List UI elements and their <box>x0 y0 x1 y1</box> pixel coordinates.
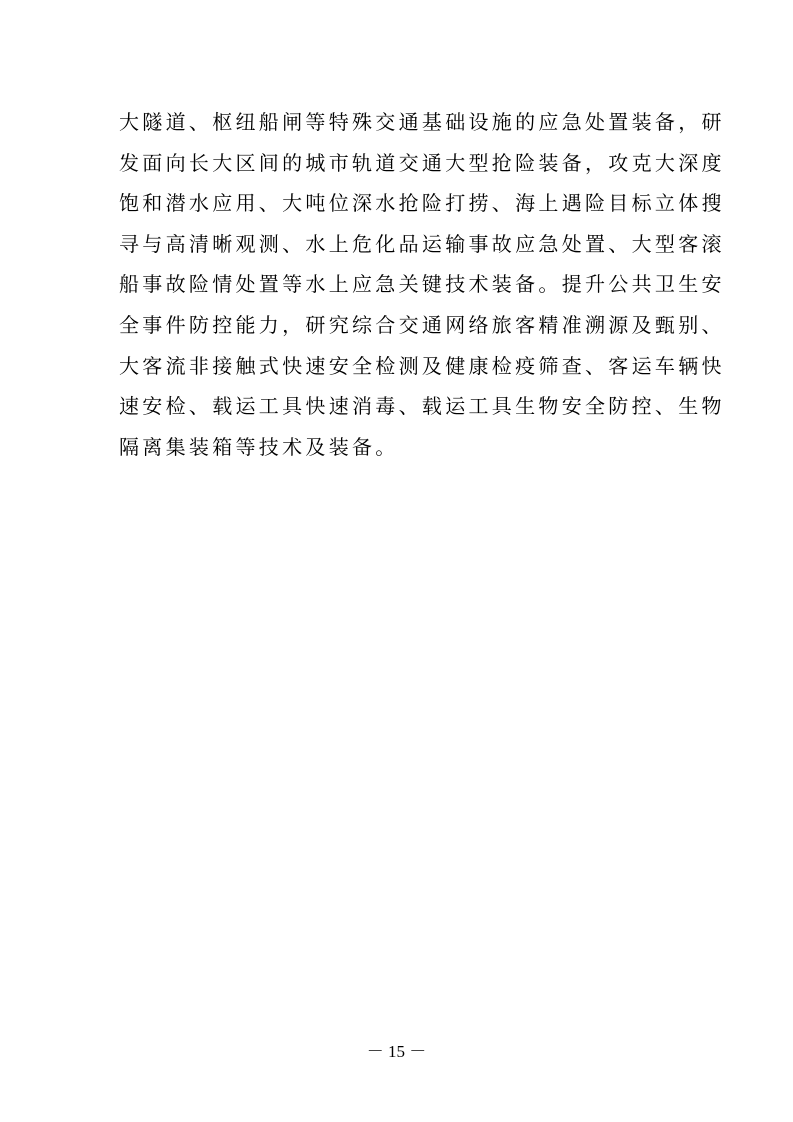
paragraph-line: 全事件防控能力，研究综合交通网络旅客精准溯源及甄别、 <box>119 312 725 337</box>
paragraph-line: 速安检、载运工具快速消毒、载运工具生物安全防控、生物 <box>119 394 725 419</box>
paragraph-line: 隔离集装箱等技术及装备。 <box>119 434 399 459</box>
paragraph-line: 大客流非接触式快速安全检测及健康检疫筛查、客运车辆快 <box>119 353 725 378</box>
page-number: － 15 － <box>366 1042 427 1061</box>
paragraph-line: 寻与高清晰观测、水上危化品运输事故应急处置、大型客滚 <box>119 231 725 256</box>
paragraph-line: 船事故险情处置等水上应急关键技术装备。提升公共卫生安 <box>119 272 725 297</box>
paragraph-line: 饱和潜水应用、大吨位深水抢险打捞、海上遇险目标立体搜 <box>119 191 725 216</box>
body-paragraph <box>119 102 725 467</box>
paragraph-line: 大隧道、枢纽船闸等特殊交通基础设施的应急处置装备，研 <box>119 110 725 134</box>
paragraph-line: 发面向长大区间的城市轨道交通大型抢险装备，攻克大深度 <box>119 150 725 175</box>
